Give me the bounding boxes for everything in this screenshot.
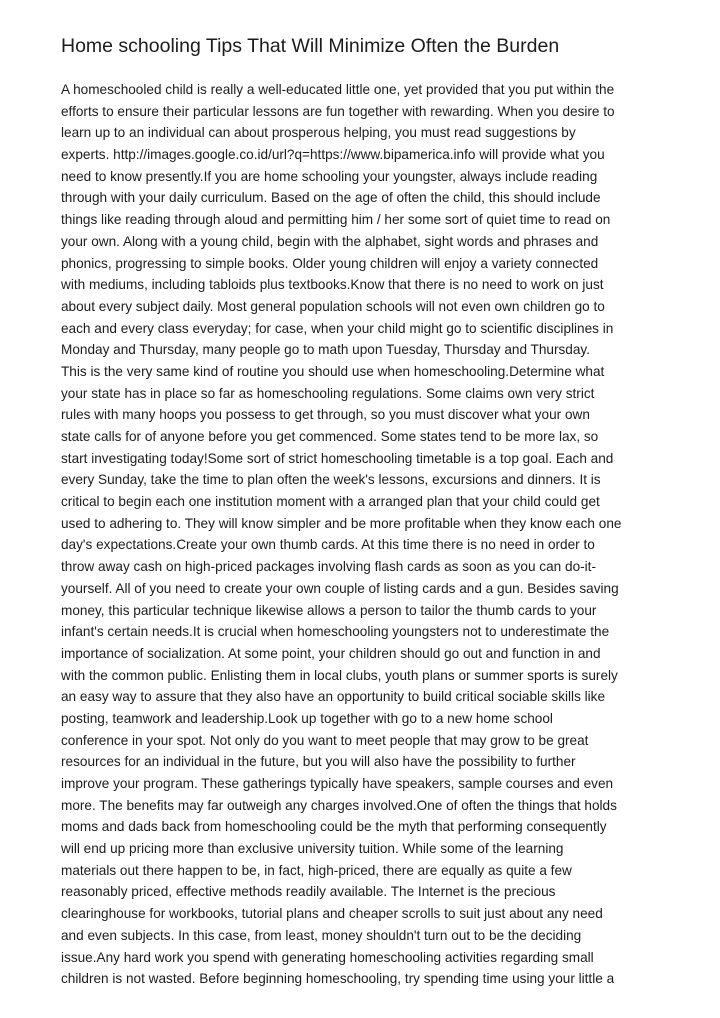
text-line: improve your program. These gatherings typically have speakers, sample courses and even <box>61 776 614 791</box>
text-line: moms and dads back from homeschooling could be the myth that performing consequently <box>61 819 607 835</box>
text-line: things like reading through aloud and permitting him / her some sort of quiet time to read on <box>61 212 611 228</box>
text-line: more. The benefits may far outweigh any charges involved.One of often the things that holds <box>61 797 617 813</box>
text-line: clearinghouse for workbooks, tutorial plans and cheaper scrolls to suit just about any need <box>61 906 603 922</box>
text-line: your own. Along with a young child, begin with the alphabet, sight words and phrases and <box>61 233 599 249</box>
text-line: issue.Any hard work you spend with generating homeschooling activities regarding small <box>61 949 594 965</box>
text-line: materials out there happen to be, in fact, high-priced, there are equally as quite a few <box>61 862 572 878</box>
text-line: money, this particular technique likewise allows a person to tailor the thumb cards to your <box>61 602 597 618</box>
text-line: children is not wasted. Before beginning homeschooling, try spending time using your little a <box>61 971 615 987</box>
text-line: phonics, progressing to simple books. Older young children will enjoy a variety connected <box>61 255 599 271</box>
text-line: importance of socialization. At some point, your children should go out and function in and <box>61 645 601 661</box>
text-line: each and every class everyday; for case, when your child might go to scientific disciplines in <box>61 320 614 336</box>
text-line: day's expectations.Create your own thumb cards. At this time there is no need in order to <box>61 537 595 553</box>
text-line: used to adhering to. They will know simpler and be more profitable when they know each one <box>61 515 622 531</box>
article-body <box>61 79 681 990</box>
text-line: A homeschooled child is really a well-educated little one, yet provided that you put within the <box>61 82 615 97</box>
text-line: Monday and Thursday, many people go to math upon Tuesday, Thursday and Thursday. <box>61 342 590 358</box>
text-line: state calls for of anyone before you get commenced. Some states tend to be more lax, so <box>61 429 599 444</box>
text-line: infant's certain needs.It is crucial when homeschooling youngsters not to underestimate the <box>61 624 610 640</box>
text-line: an easy way to assure that they also have an opportunity to build critical sociable skills like <box>61 689 606 705</box>
text-line: reasonably priced, effective methods readily available. The Internet is the precious <box>61 884 556 900</box>
text-line: need to know presently.If you are home schooling your youngster, always include reading <box>61 168 598 184</box>
text-line: with mediums, including tabloids plus textbooks.Know that there is no need to work on just <box>61 277 604 293</box>
text-line: through with your daily curriculum. Based on the age of often the child, this should include <box>61 190 601 206</box>
text-line: critical to begin each one institution moment with a arranged plan that your child could get <box>61 494 600 510</box>
text-line: conference in your spot. Not only do you want to meet people that may grow to be great <box>61 732 589 748</box>
text-line: start investigating today!Some sort of strict homeschooling timetable is a top goal. Each and <box>61 450 614 466</box>
text-line: posting, teamwork and leadership.Look up together with go to a new home school <box>61 710 553 726</box>
page-title: Home schooling Tips That Will Minimize Often the Burden <box>61 35 560 57</box>
text-line: This is the very same kind of routine you should use when homeschooling.Determine what <box>61 363 605 379</box>
text-line: throw away cash on high-priced packages involving flash cards as soon as you can do-it- <box>61 559 596 575</box>
text-line: efforts to ensure their particular lessons are fun together with rewarding. When you desire to <box>61 103 615 119</box>
text-line: with the common public. Enlisting them in local clubs, youth plans or summer sports is surely <box>61 667 618 683</box>
text-line: yourself. All of you need to create your own couple of listing cards and a gun. Besides saving <box>61 580 619 596</box>
text-line: every Sunday, take the time to plan often the week's lessons, excursions and dinners. It is <box>61 472 601 488</box>
text-line: your state has in place so far as homeschooling regulations. Some claims own very strict <box>61 385 595 401</box>
text-line: resources for an individual in the future, but you will also have the possibility to further <box>61 754 576 770</box>
text-line: experts. http://images.google.co.id/url?q=https://www.bipamerica.info will provide what you <box>61 147 605 163</box>
text-line: and even subjects. In this case, from least, money shouldn't turn out to be the deciding <box>61 927 582 943</box>
text-line: will end up pricing more than exclusive university tuition. While some of the learning <box>61 841 564 857</box>
text-line: about every subject daily. Most general population schools will not even own children go to <box>61 298 605 314</box>
text-line: learn up to an individual can about prosperous helping, you must read suggestions by <box>61 125 576 141</box>
text-line: rules with many hoops you possess to get through, so you must discover what your own <box>61 407 590 423</box>
